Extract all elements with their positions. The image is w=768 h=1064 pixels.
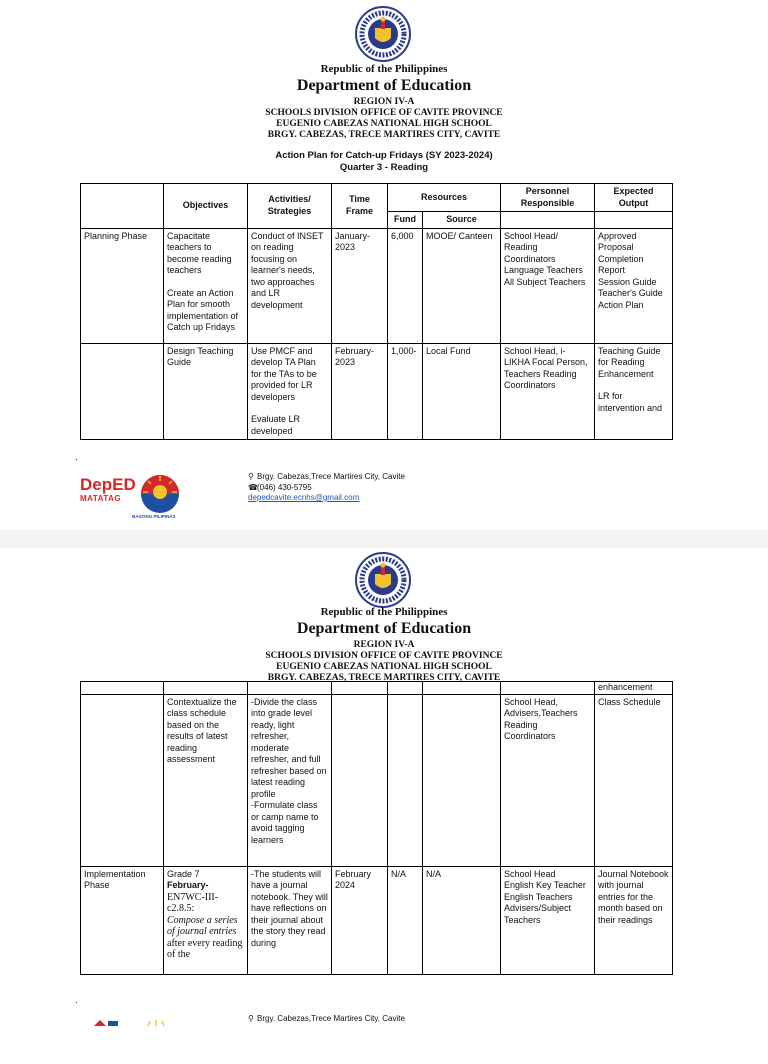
deped-logo-partial-icon: [94, 1018, 120, 1026]
cell-output: Class Schedule: [595, 694, 673, 866]
cell-objectives: Capacitate teachers to become reading teachers Create an Action Plan for smooth implementation of Catch up Fridays: [164, 228, 248, 343]
header-fund: Fund: [388, 212, 423, 229]
cell-empty: [332, 682, 388, 695]
cell-phase: Planning Phase: [81, 228, 164, 343]
action-plan-table-continued: [80, 681, 673, 975]
matatag-wordmark: MATATAG: [80, 494, 122, 503]
deped-seal-icon: [355, 552, 411, 608]
document-page-1: [0, 0, 768, 530]
letterhead: [0, 63, 768, 141]
cell-empty: [423, 682, 501, 695]
cell-source: Local Fund: [423, 343, 501, 440]
cell-activities: -The students will have a journal notebook. They will have reflections on their journal about the story they read during: [248, 866, 332, 974]
address-line: BRGY. CABEZAS, TRECE MARTIRES CITY, CAVITE: [267, 673, 501, 683]
school-line: EUGENIO CABEZAS NATIONAL HIGH SCHOOL: [276, 119, 492, 129]
republic-line: Republic of the Philippines: [320, 63, 448, 75]
cell-empty: [248, 682, 332, 695]
department-title: Department of Education: [296, 77, 472, 94]
document-page-2: [0, 548, 768, 1024]
cell-activities: Use PMCF and develop TA Plan for the TAs to be provided for LR developers Evaluate LR developed: [248, 343, 332, 440]
location-pin-icon: ⚲: [248, 1014, 254, 1023]
cell-empty: [81, 682, 164, 695]
cell-fund: N/A: [388, 866, 423, 974]
department-title: Department of Education: [296, 620, 472, 637]
address-line: BRGY. CABEZAS, TRECE MARTIRES CITY, CAVITE: [267, 130, 501, 140]
cell-time: February-2023: [332, 343, 388, 440]
plan-heading: [0, 150, 768, 174]
cell-phase: Implementation Phase: [81, 866, 164, 974]
email-link[interactable]: depedcavite.ecnhs@gmail.com: [248, 493, 360, 502]
header-resources: Resources: [388, 184, 501, 212]
header-personnel: Personnel Responsible: [501, 184, 595, 212]
deped-wordmark: DepED: [80, 475, 136, 494]
division-line: SCHOOLS DIVISION OFFICE OF CAVITE PROVINCE: [265, 108, 503, 118]
contact-email[interactable]: [248, 493, 405, 504]
bagong-pilipinas-logo-icon: [138, 472, 182, 516]
sun-rays-partial-icon: [144, 1018, 168, 1026]
contact-address: ⚲ Brgy. Cabezas,Trece Martires City, Cavite: [248, 472, 405, 481]
location-pin-icon: ⚲: [248, 472, 254, 481]
table-header-row: [81, 184, 673, 212]
cell-empty: [501, 682, 595, 695]
table-row: [81, 228, 673, 343]
header-empty: [595, 212, 673, 229]
deped-logo: [80, 475, 136, 503]
header-source: Source: [423, 212, 501, 229]
cell-phase: [81, 694, 164, 866]
table-row: [81, 694, 673, 866]
cell-empty: [164, 682, 248, 695]
header-phase: [81, 184, 164, 229]
header-time-frame: Time Frame: [332, 184, 388, 229]
table-row: [81, 866, 673, 974]
phone-icon: ☎: [248, 482, 258, 492]
cell-output: Journal Notebook with journal entries for the month based on their readings: [595, 866, 673, 974]
cell-personnel: School Head/ Reading Coordinators Language Teachers All Subject Teachers: [501, 228, 595, 343]
plan-title: Action Plan for Catch-up Fridays (SY 2023-2024): [275, 150, 493, 161]
contact-block: [248, 1014, 405, 1025]
cell-output: Approved Proposal Completion Report Session Guide Teacher's Guide Action Plan: [595, 228, 673, 343]
cell-fund: 1,000-: [388, 343, 423, 440]
cell-source: [423, 694, 501, 866]
page-dot: .: [75, 452, 78, 463]
letterhead: [0, 606, 768, 684]
cell-time: February 2024: [332, 866, 388, 974]
cell-time: [332, 694, 388, 866]
page-dot: .: [75, 995, 78, 1006]
cell-output: Teaching Guide for Reading Enhancement LR for intervention and: [595, 343, 673, 440]
cell-fund: [388, 694, 423, 866]
cell-time: January-2023: [332, 228, 388, 343]
region-line: REGION IV-A: [353, 640, 415, 650]
cell-output: enhancement: [595, 682, 673, 695]
cell-activities: Conduct of INSET on reading focusing on learner's needs, two approaches and LR development: [248, 228, 332, 343]
header-activities: Activities/ Strategies: [248, 184, 332, 229]
cell-objectives: Grade 7 February- EN7WC-III-c2.8.5: Compose a series of journal entries after every reading of the: [164, 866, 248, 974]
cell-personnel: School Head, i-LIKHA Focal Person, Teachers Reading Coordinators: [501, 343, 595, 440]
cell-objectives: Design Teaching Guide: [164, 343, 248, 440]
cell-personnel: School Head, Advisers,Teachers Reading Coordinators: [501, 694, 595, 866]
division-line: SCHOOLS DIVISION OFFICE OF CAVITE PROVINCE: [265, 651, 503, 661]
cell-source: N/A: [423, 866, 501, 974]
table-row: [81, 343, 673, 440]
header-objectives: Objectives: [164, 184, 248, 229]
cell-fund: 6,000: [388, 228, 423, 343]
cell-personnel: School Head English Key Teacher English Teachers Advisers/Subject Teachers: [501, 866, 595, 974]
bagong-pilipinas-label: BAGONG PILIPINAS: [132, 514, 176, 519]
contact-phone: ☎(046) 430-5795: [248, 482, 312, 492]
page-footer-partial: [80, 1014, 700, 1064]
header-empty: [501, 212, 595, 229]
action-plan-table: [80, 183, 673, 440]
cell-activities: -Divide the class into grade level ready, light refresher, moderate refresher, and full refresher based on latest reading profile -Formulate class or camp name to avoid tagging learners: [248, 694, 332, 866]
header-output: Expected Output: [595, 184, 673, 212]
republic-line: Republic of the Philippines: [320, 606, 448, 618]
table-row: [81, 682, 673, 695]
deped-seal-icon: [355, 6, 411, 62]
cell-objectives: Contextualize the class schedule based on the results of latest reading assessment: [164, 694, 248, 866]
school-line: EUGENIO CABEZAS NATIONAL HIGH SCHOOL: [276, 662, 492, 672]
page-footer: [80, 472, 700, 522]
region-line: REGION IV-A: [353, 97, 415, 107]
contact-address: ⚲ Brgy. Cabezas,Trece Martires City, Cavite: [248, 1014, 405, 1023]
contact-block: [248, 472, 405, 504]
page-separator: [0, 530, 768, 548]
cell-phase: [81, 343, 164, 440]
plan-quarter: Quarter 3 - Reading: [339, 162, 429, 173]
cell-empty: [388, 682, 423, 695]
cell-source: MOOE/ Canteen: [423, 228, 501, 343]
